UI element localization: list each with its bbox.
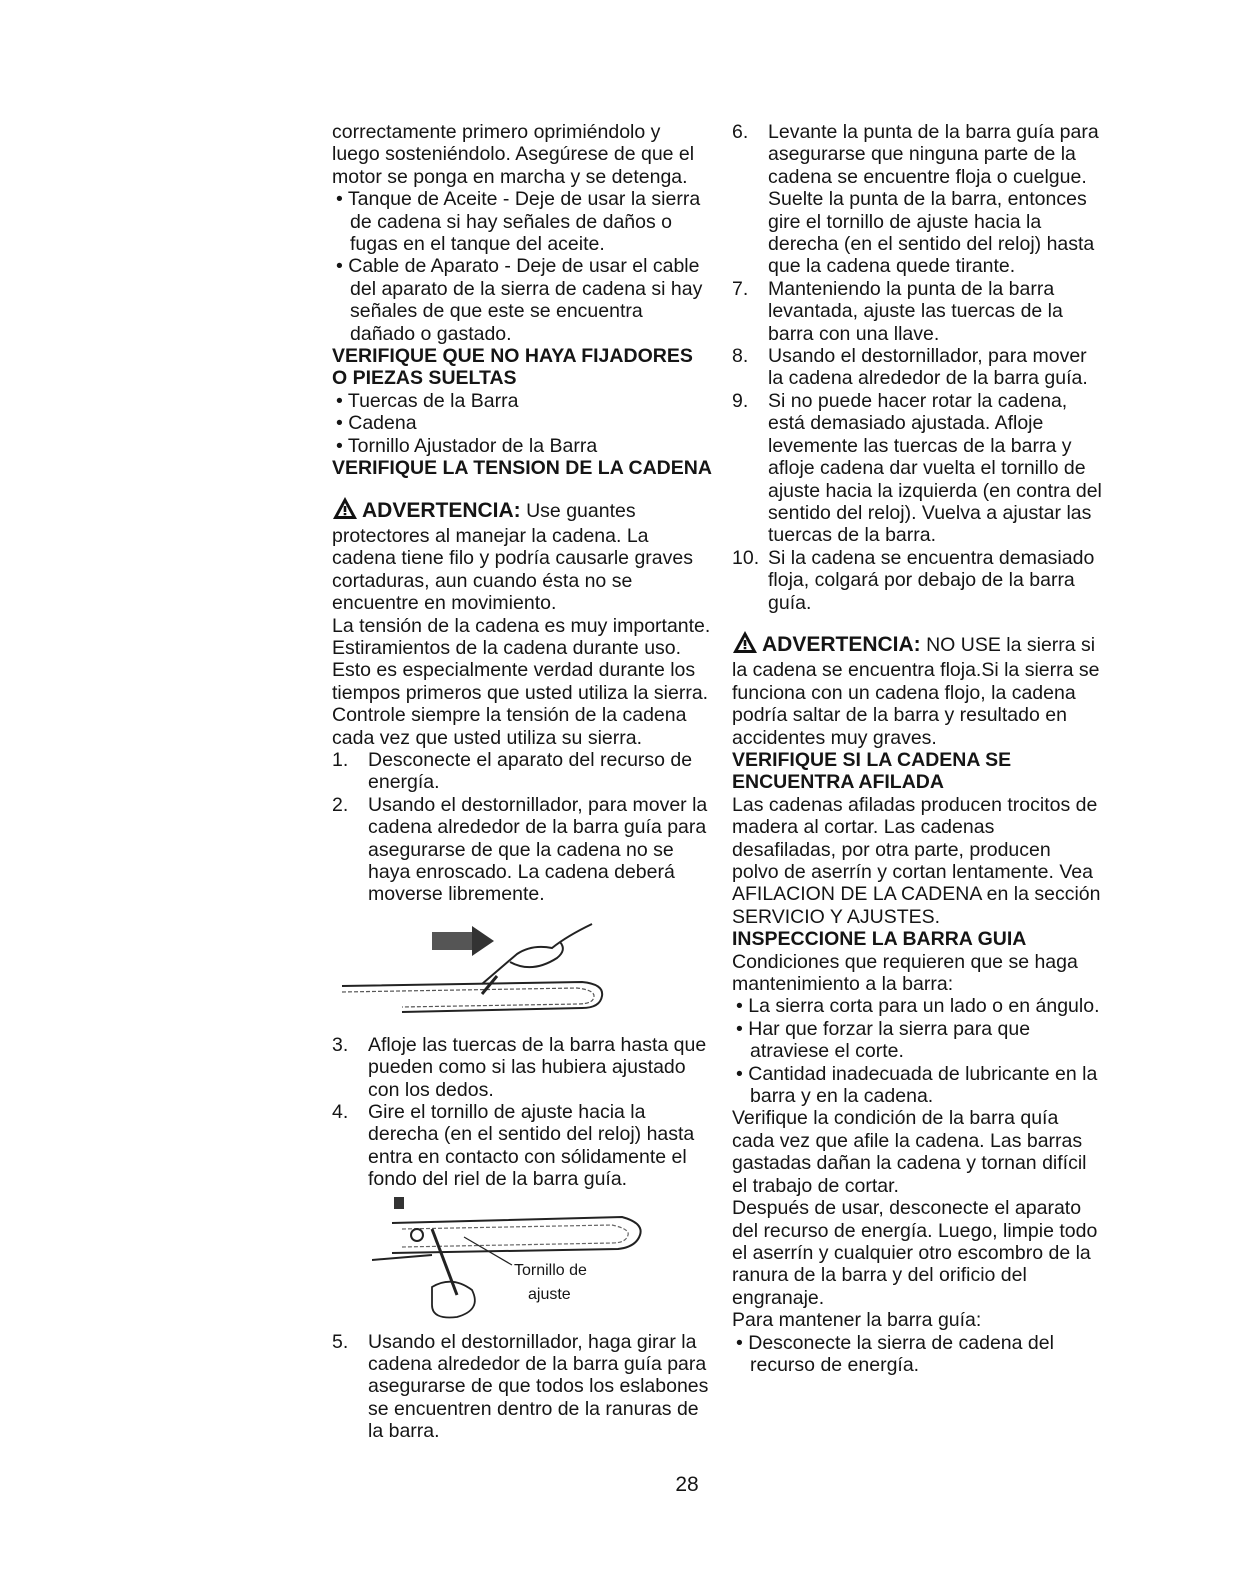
loose-item: • Cadena bbox=[336, 412, 417, 435]
warning-triangle-icon bbox=[332, 496, 358, 525]
list-item: • Desconecte la sierra de cadena del recurso de energía. bbox=[736, 1331, 1054, 1376]
warning-block bbox=[732, 630, 1102, 749]
page-number: 28 bbox=[675, 1473, 699, 1496]
warning-block bbox=[332, 496, 712, 615]
list-item: • Cantidad inadecuada de lubricante en la barra y en la cadena. bbox=[736, 1062, 1098, 1108]
chain-rotation-figure bbox=[332, 914, 632, 1024]
after-use-paragraph: Después de usar, desconecte el aparato del recurso de energía. Luego, limpie todo el aserrín y cualquier otro escombro de la ranura de la barra y del orificio del engranaje. bbox=[732, 1197, 1098, 1309]
list-item: 6. Levante la punta de la barra guía para asegurarse que ninguna parte de la cadena se encuentre floja o cuelgue. Suelte la punta de la barra, entonces gire el tornillo de ajuste hacia la derecha (en el sentido del reloj) hasta que la cadena quede tirante. bbox=[732, 121, 1099, 278]
warning-triangle-icon bbox=[732, 630, 758, 659]
cable-bullet: • Cable de Aparato - Deje de usar el cable del aparato de la sierra de cadena si hay señales de que este se encuentra dañado o gastado. bbox=[336, 255, 703, 345]
intro-paragraph: correctamente primero oprimiéndolo y luego sosteniéndolo. Asegúrese de que el motor se ponga en marcha y se detenga. bbox=[332, 121, 695, 188]
warning-title: ADVERTENCIA: bbox=[362, 498, 521, 522]
tension-paragraph: La tensión de la cadena es muy importante. Estiramientos de la cadena durante uso. Esto es especialmente verdad durante los tiempos primeros que usted utiliza la sierra. Controle siempre la tensión de la cadena cada vez que usted utiliza su sierra. bbox=[332, 614, 711, 749]
list-item: 10. Si la cadena se encuentra demasiado floja, colgará por debajo de la barra guía. bbox=[732, 546, 1095, 614]
warning-text: Use guantes protectores al manejar la cadena. La cadena tiene filo y podría causarle graves cortaduras, aun cuando ésta no se encuentre en movimiento. bbox=[332, 499, 693, 615]
right-column bbox=[732, 121, 1102, 1376]
tension-heading: VERIFIQUE LA TENSION DE LA CADENA bbox=[332, 457, 712, 480]
maintain-intro: Para mantener la barra guía: bbox=[732, 1309, 982, 1332]
list-item: 1. Desconecte el aparato del recurso de energía. bbox=[332, 748, 693, 794]
loose-parts-heading: VERIFIQUE QUE NO HAYA FIJADORES O PIEZAS SUELTAS bbox=[332, 345, 693, 390]
warning-title: ADVERTENCIA: bbox=[762, 632, 921, 656]
loose-item: • Tornillo Ajustador de la Barra bbox=[336, 434, 598, 457]
list-item: 4. Gire el tornillo de ajuste hacia la derecha (en el sentido del reloj) hasta entra en contacto con sólidamente el fondo del riel de la barra guía. bbox=[332, 1101, 695, 1191]
figure-label: Tornillo de bbox=[514, 1261, 587, 1279]
list-item: 8. Usando el destornillador, para mover la cadena alrededor de la barra guía. bbox=[732, 345, 1088, 390]
oil-tank-bullet: • Tanque de Aceite - Deje de usar la sierra de cadena si hay señales de daños o fugas en el tanque del aceite. bbox=[336, 188, 701, 256]
left-column bbox=[332, 121, 712, 1443]
bar-check-paragraph: Verifique la condición de la barra quía cada vez que afile la cadena. Las barras gastadas dañan la cadena y tornan difícil el trabajo de cortar. bbox=[732, 1107, 1087, 1197]
guide-bar-intro: Condiciones que requieren que se haga mantenimiento a la barra: bbox=[732, 950, 1078, 996]
loose-item: • Tuercas de la Barra bbox=[336, 389, 519, 412]
figure-label: ajuste bbox=[528, 1285, 571, 1303]
list-item: • Har que forzar la sierra para que atraviese el corte. bbox=[736, 1017, 1031, 1063]
adjusting-screw-figure bbox=[332, 1195, 712, 1323]
list-item: 3. Afloje las tuercas de la barra hasta que pueden como si las hubiera ajustado con los dedos. bbox=[332, 1033, 707, 1101]
sharpness-paragraph: Las cadenas afiladas producen trocitos de madera al cortar. Las cadenas desafiladas, por otra parte, producen polvo de aserrín y cortan lentamente. Vea AFILACION DE LA CADENA en la sección SERVICIO Y AJUSTES. bbox=[732, 793, 1101, 928]
sharpness-heading: VERIFIQUE SI LA CADENA SE ENCUENTRA AFILADA bbox=[732, 748, 1012, 794]
list-item: 9. Si no puede hacer rotar la cadena, está demasiado ajustada. Afloje levemente las tuercas de la barra y afloje cadena dar vuelta el tornillo de ajuste hacia la izquierda (en contra del sentido del reloj). Vuelva a ajustar las tuercas de la barra. bbox=[732, 389, 1102, 547]
warning-text: NO USE la sierra si la cadena se encuentra floja.Si la sierra se funciona con un cadena flojo, la cadena podría saltar de la barra y resultado en accidentes muy graves. bbox=[732, 633, 1100, 749]
guide-bar-heading: INSPECCIONE LA BARRA GUIA bbox=[732, 928, 1027, 951]
list-item: 7. Manteniendo la punta de la barra levantada, ajuste las tuercas de la barra con una llave. bbox=[732, 277, 1063, 345]
list-item: • La sierra corta para un lado o en ángulo. bbox=[736, 995, 1100, 1018]
list-item: 5. Usando el destornillador, haga girar la cadena alrededor de la barra guía para asegurarse de que todos los eslabones se encuentren dentro de la ranuras de la barra. bbox=[332, 1330, 709, 1443]
list-item: 2. Usando el destornillador, para mover la cadena alrededor de la barra guía para asegurarse de que la cadena no se haya enroscado. La cadena deberá moverse libremente. bbox=[332, 793, 708, 906]
